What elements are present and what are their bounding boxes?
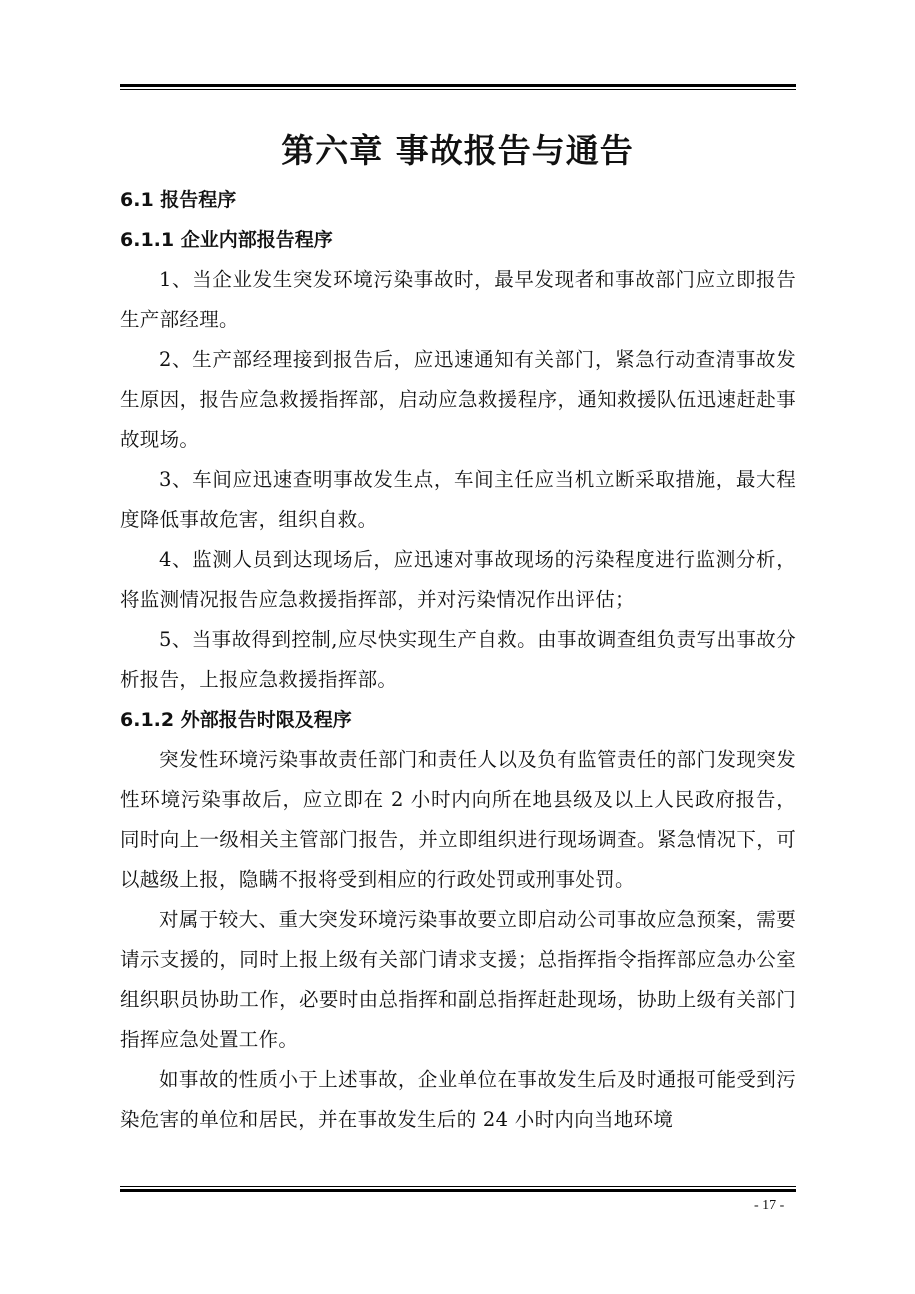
paragraph-step-2: 2、生产部经理接到报告后，应迅速通知有关部门，紧急行动查清事故发生原因，报告应急救援指挥部，启动应急救援程序，通知救援队伍迅速赶赴事故现场。 bbox=[120, 348, 796, 451]
chapter-title: 第六章 事故报告与通告 bbox=[281, 131, 634, 171]
section-heading-6-1: 6.1 报告程序 bbox=[120, 189, 237, 211]
paragraph-external-report: 突发性环境污染事故责任部门和责任人以及负有监管责任的部门发现突发性环境污染事故后，应立即在 2 小时内向所在地县级及以上人民政府报告，同时向上一级相关主管部门报告，并立即组织进行现场调查。紧急情况下，可以越级上报，隐瞒不报将受到相应的行政处罚或刑事处罚。 bbox=[120, 748, 796, 891]
document-body bbox=[120, 180, 796, 1140]
footer-rule-thick bbox=[120, 1189, 796, 1192]
section-heading-6-1-2: 6.1.2 外部报告时限及程序 bbox=[120, 709, 352, 731]
paragraph-minor-incident: 如事故的性质小于上述事故，企业单位在事故发生后及时通报可能受到污染危害的单位和居民，并在事故发生后的 24 小时内向当地环境 bbox=[120, 1068, 796, 1131]
paragraph-step-1: 1、当企业发生突发环境污染事故时，最早发现者和事故部门应立即报告生产部经理。 bbox=[120, 268, 796, 331]
paragraph-major-incident: 对属于较大、重大突发环境污染事故要立即启动公司事故应急预案，需要请示支援的，同时上报上级有关部门请求支援；总指挥指令指挥部应急办公室组织职员协助工作，必要时由总指挥和副总指挥赶赴现场，协助上级有关部门指挥应急处置工作。 bbox=[120, 908, 796, 1051]
header-rule-thick bbox=[120, 84, 796, 87]
paragraph-step-4: 4、监测人员到达现场后，应迅速对事故现场的污染程度进行监测分析，将监测情况报告应急救援指挥部，并对污染情况作出评估； bbox=[120, 548, 796, 611]
paragraph-step-3: 3、车间应迅速查明事故发生点，车间主任应当机立断采取措施，最大程度降低事故危害，组织自救。 bbox=[120, 468, 796, 531]
section-heading-6-1-1: 6.1.1 企业内部报告程序 bbox=[120, 229, 333, 251]
paragraph-step-5: 5、当事故得到控制,应尽快实现生产自救。由事故调查组负责写出事故分析报告，上报应急救援指挥部。 bbox=[120, 628, 796, 691]
header-rule-thin bbox=[120, 89, 796, 90]
footer-rule-thin bbox=[120, 1186, 796, 1187]
page-number: - 17 - bbox=[754, 1198, 785, 1213]
